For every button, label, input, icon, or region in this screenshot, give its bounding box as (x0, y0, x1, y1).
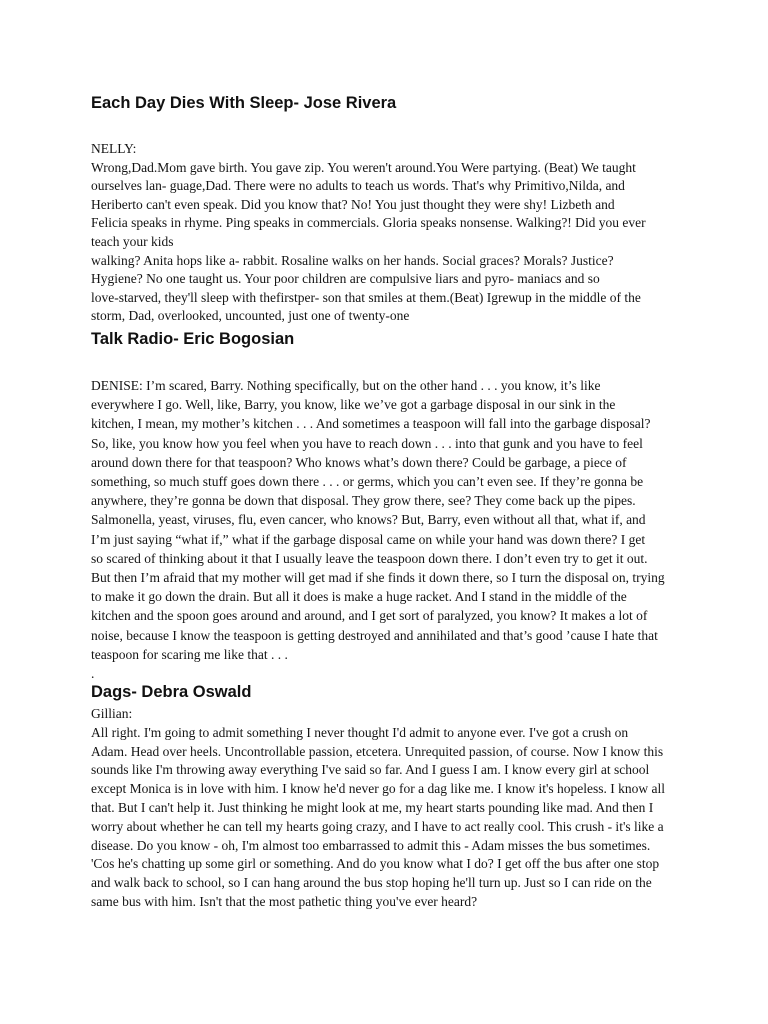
text-line: love-starved, they'll sleep with thefirstper- son that smiles at them.(Beat) Igrewup in the middle of the (91, 289, 641, 305)
text-line: something, so much stuff goes down there . . . or germs, which you can’t even see. If they’re gonna be (91, 474, 644, 490)
text-line: kitchen, I mean, my mother’s kitchen . . . And sometimes a teaspoon will fall into the garbage disposal? (91, 416, 651, 432)
monologue-text (91, 705, 665, 912)
text-line: 'Cos he's chatting up some girl or something. And do you know what I do? I get off the bus after one stop (91, 856, 660, 872)
text-line: so scared of thinking about it that I usually leave the teaspoon down there. I don’t even try to get it out. (91, 550, 648, 566)
text-line: same bus with him. Isn't that the most pathetic thing you've ever heard? (91, 893, 478, 909)
text-line: But then I’m afraid that my mother will get mad if she finds it down there, so I turn the disposal on, trying (91, 570, 665, 586)
text-line: Adam. Head over heels. Uncontrollable passion, etcetera. Unrequited passion, of course. Now I know this (91, 743, 664, 759)
text-line: So, like, you know how you feel when you have to reach down . . . into that gunk and you have to feel (91, 435, 643, 451)
text-line: and walk back to school, so I can hang around the bus stop hoping he'll turn up. Just so I can ride on the (91, 875, 652, 891)
speaker-name: Gillian: (91, 706, 133, 721)
text-line: noise, because I know the teaspoon is getting destroyed and annihilated and that’s good ’cause I hate that (91, 627, 658, 643)
text-line: anywhere, they’re gonna be down that disposal. They grow there, see? They come back up the pipes. (91, 493, 636, 509)
text-line: Heriberto can't even speak. Did you know that? No! You just thought they were shy! Lizbeth and (91, 196, 615, 212)
text-line: storm, Dad, overlooked, uncounted, just one of twenty-one (91, 308, 410, 324)
monologue-text (91, 140, 646, 326)
text-line: ourselves lan- guage,Dad. There were no adults to teach us words. That's why Primitivo,Nilda, and (91, 178, 625, 194)
text-line: I’m just saying “what if,” what if the garbage disposal came on while your hand was down there? I get (91, 531, 646, 547)
text-line: teaspoon for scaring me like that . . . (91, 646, 288, 662)
text-line: that. But I can't help it. Just thinking he might look at me, my heart starts pounding like mad. And then I (91, 799, 654, 815)
section-title: Each Day Dies With Sleep- Jose Rivera (91, 94, 397, 112)
text-line: everywhere I go. Well, like, Barry, you know, like we’ve got a garbage disposal in our sink in the (91, 397, 616, 413)
monologue-text (91, 376, 665, 683)
text-line: Wrong,Dad.Mom gave birth. You gave zip. You weren't around.You Were partying. (Beat) We taught (91, 159, 636, 175)
section-title: Dags- Debra Oswald (91, 683, 252, 701)
text-line: Hygiene? No one taught us. Your poor children are compulsive liars and pyro- maniacs and so (91, 271, 600, 287)
text-line: Salmonella, yeast, viruses, flu, even cancer, who knows? But, Barry, even without all that, what if, and (91, 512, 646, 528)
section-title: Talk Radio- Eric Bogosian (91, 330, 295, 348)
text-line: except Monica is in love with him. I know he'd never go for a dag like me. I know it's hopeless. I know all (91, 781, 665, 797)
text-line: teach your kids (91, 233, 174, 249)
text-line: sounds like I'm throwing away everything I've said so far. And I guess I am. I know every girl at school (91, 762, 650, 778)
text-line: . (91, 666, 95, 682)
text-line: All right. I'm going to admit something I never thought I'd admit to anyone ever. I've got a crush on (91, 724, 629, 740)
text-line: kitchen and the spoon goes around and around, and I get sort of paralyzed, you know? It makes a lot of (91, 608, 648, 624)
text-line: DENISE: I’m scared, Barry. Nothing specifically, but on the other hand . . . you know, it’s like (91, 378, 601, 393)
text-line: Felicia speaks in rhyme. Ping speaks in commercials. Gloria speaks nonsense. Walking?! Did you ever (91, 215, 646, 231)
text-line: disease. Do you know - oh, I'm almost too embarrassed to admit this - Adam misses the bus sometimes. (91, 837, 651, 853)
text-line: worry about whether he can tell my hearts going crazy, and I have to act really cool. This crush - it's like a (91, 818, 664, 834)
speaker-name: NELLY: (91, 141, 137, 156)
text-line: walking? Anita hops like a- rabbit. Rosaline walks on her hands. Social graces? Morals? Justice? (91, 252, 614, 268)
text-line: around down there for that teaspoon? Who knows what’s down there? Could be garbage, a piece of (91, 454, 627, 470)
text-line: to make it go down the drain. But all it does is make a huge racket. And I stand in the middle of the (91, 589, 627, 605)
